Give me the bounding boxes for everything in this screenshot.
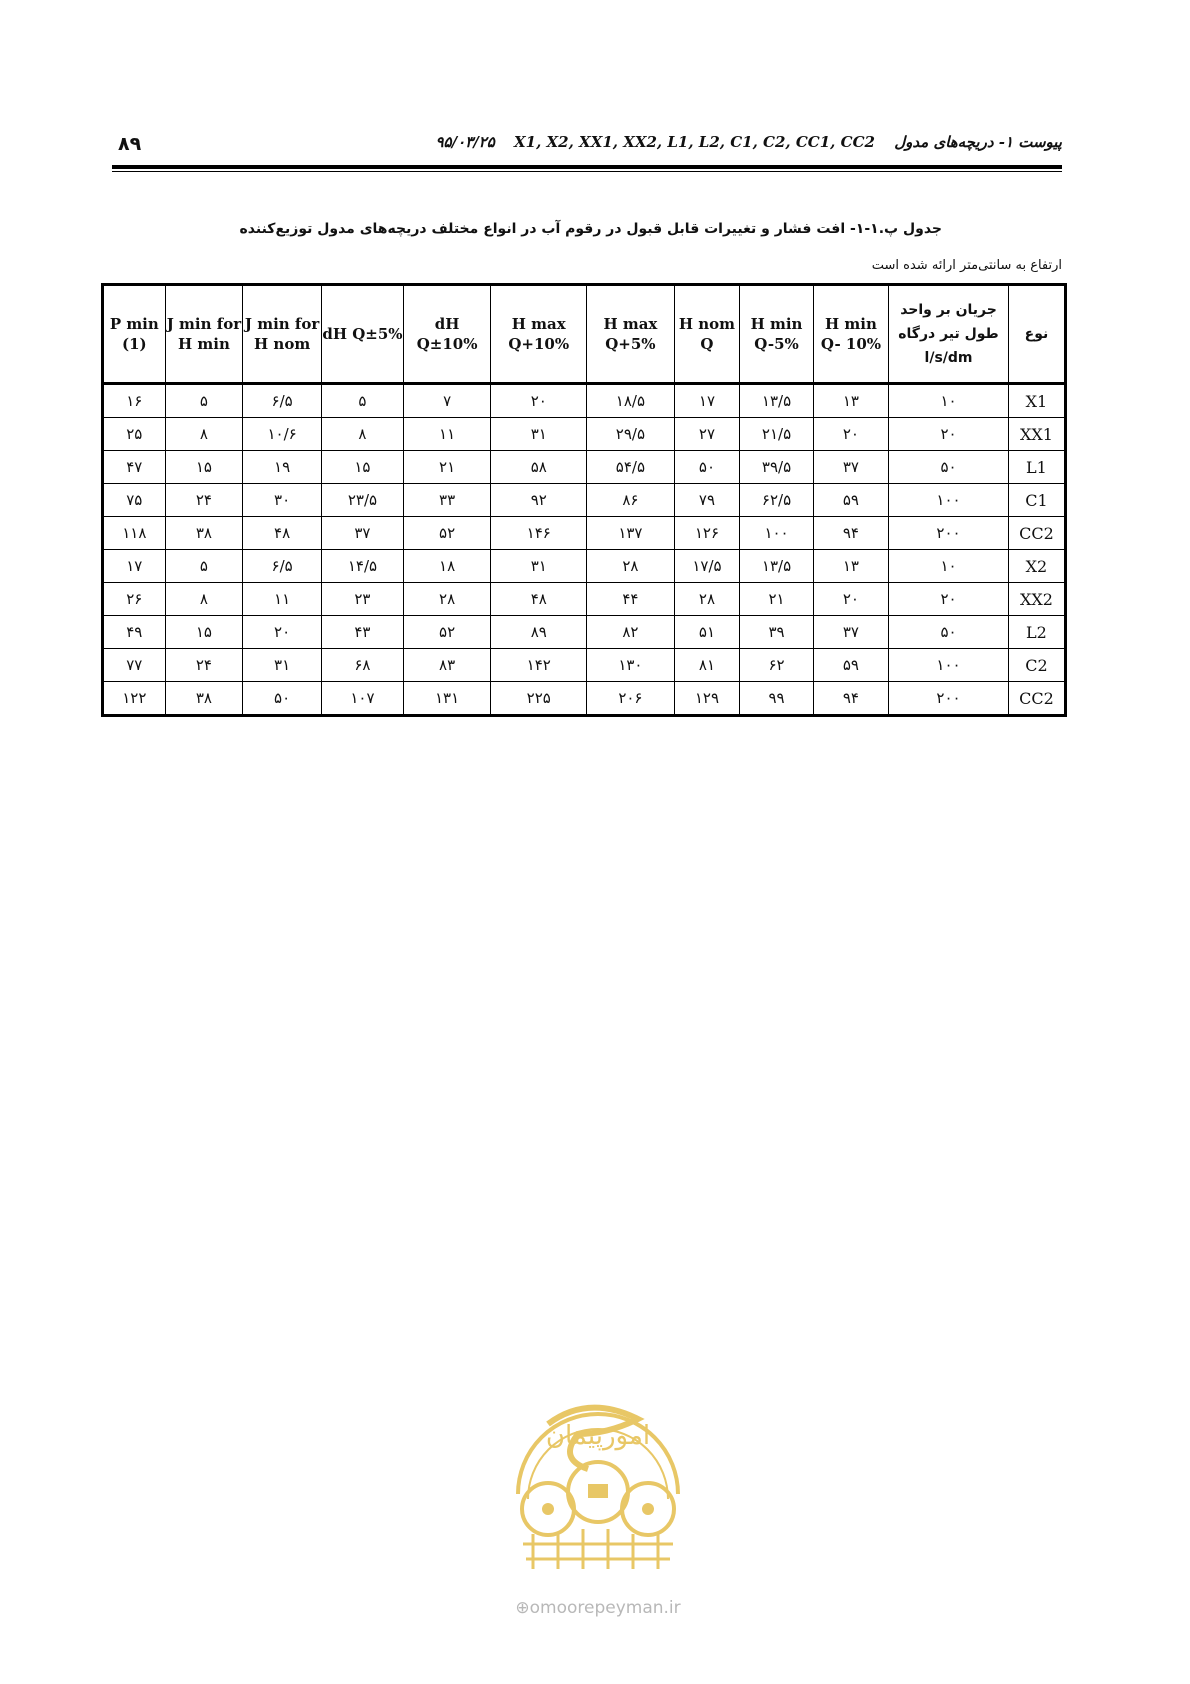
table-row <box>103 550 1066 583</box>
column-header: جریان بر واحد طول تیر درگاه l/s/dm <box>889 285 1009 384</box>
value-cell: ۱۱ <box>403 418 490 451</box>
value-cell: ۲۰ <box>889 418 1009 451</box>
type-cell: XX1 <box>1008 418 1065 451</box>
value-cell: ۲۱/۵ <box>740 418 813 451</box>
value-cell: ۲۸ <box>674 583 740 616</box>
value-cell: ۱۹ <box>243 451 322 484</box>
value-cell: ۳۳ <box>403 484 490 517</box>
value-cell: ۷۹ <box>674 484 740 517</box>
value-cell: ۳۸ <box>165 682 243 716</box>
value-cell: ۲۲۵ <box>491 682 587 716</box>
value-cell: ۱۳۷ <box>587 517 674 550</box>
table-row <box>103 517 1066 550</box>
column-header: H nom Q <box>674 285 740 384</box>
value-cell: ۸ <box>165 418 243 451</box>
value-cell: ۱۲۶ <box>674 517 740 550</box>
value-cell: ۲۰۰ <box>889 682 1009 716</box>
type-cell: X2 <box>1008 550 1065 583</box>
value-cell: ۱۰۰ <box>889 649 1009 682</box>
website-text: omoorepeyman.ir <box>529 1598 681 1618</box>
running-title-models: X1, X2, XX1, XX2, L1, L2, C1, C2, CC1, CC2 <box>514 133 875 151</box>
value-cell: ۱۳/۵ <box>740 384 813 418</box>
value-cell: ۱۴۲ <box>491 649 587 682</box>
value-cell: ۲۴ <box>165 649 243 682</box>
value-cell: ۸ <box>165 583 243 616</box>
value-cell: ۱۵ <box>321 451 403 484</box>
type-cell: X1 <box>1008 384 1065 418</box>
column-header: نوع <box>1008 285 1065 384</box>
website-watermark <box>498 1598 698 1618</box>
column-header: H min Q- 10% <box>813 285 888 384</box>
column-header: dH Q±5% <box>321 285 403 384</box>
table-header-row <box>103 285 1066 384</box>
value-cell: ۲۰۰ <box>889 517 1009 550</box>
page-number: ۸۹ <box>118 133 142 155</box>
pressure-loss-table <box>101 283 1067 717</box>
value-cell: ۵ <box>165 550 243 583</box>
value-cell: ۹۹ <box>740 682 813 716</box>
value-cell: ۱۳/۵ <box>740 550 813 583</box>
value-cell: ۳۱ <box>491 418 587 451</box>
value-cell: ۸ <box>321 418 403 451</box>
value-cell: ۱۵ <box>165 616 243 649</box>
value-cell: ۳۱ <box>243 649 322 682</box>
table-body <box>103 384 1066 716</box>
value-cell: ۱۶ <box>103 384 166 418</box>
value-cell: ۴۷ <box>103 451 166 484</box>
column-header: H max Q+10% <box>491 285 587 384</box>
running-title-text: پیوست ۱- دریچه‌های مدول <box>894 133 1062 151</box>
value-cell: ۲۵ <box>103 418 166 451</box>
value-cell: ۵۰ <box>889 616 1009 649</box>
value-cell: ۷۵ <box>103 484 166 517</box>
value-cell: ۴۴ <box>587 583 674 616</box>
value-cell: ۸۹ <box>491 616 587 649</box>
value-cell: ۳۸ <box>165 517 243 550</box>
type-cell: L1 <box>1008 451 1065 484</box>
value-cell: ۲۸ <box>587 550 674 583</box>
value-cell: ۲۱ <box>740 583 813 616</box>
omoorepeyman-logo <box>488 1374 708 1574</box>
value-cell: ۱۴۶ <box>491 517 587 550</box>
value-cell: ۱۰۷ <box>321 682 403 716</box>
value-cell: ۲۳ <box>321 583 403 616</box>
value-cell: ۳۰ <box>243 484 322 517</box>
value-cell: ۸۳ <box>403 649 490 682</box>
table-row <box>103 451 1066 484</box>
value-cell: ۱۰۰ <box>889 484 1009 517</box>
value-cell: ۱۰ <box>889 550 1009 583</box>
value-cell: ۱۱ <box>243 583 322 616</box>
value-cell: ۳۷ <box>813 616 888 649</box>
value-cell: ۳۱ <box>491 550 587 583</box>
running-title-date: ۹۵/۰۳/۲۵ <box>435 133 495 151</box>
value-cell: ۲۷ <box>674 418 740 451</box>
value-cell: ۲۰ <box>813 583 888 616</box>
value-cell: ۴۳ <box>321 616 403 649</box>
value-cell: ۴۹ <box>103 616 166 649</box>
header-rule-thin <box>112 171 1062 172</box>
table-row <box>103 649 1066 682</box>
value-cell: ۵۰ <box>243 682 322 716</box>
value-cell: ۱۲۹ <box>674 682 740 716</box>
value-cell: ۱۷ <box>674 384 740 418</box>
value-cell: ۱۳ <box>813 550 888 583</box>
value-cell: ۵۸ <box>491 451 587 484</box>
type-cell: CC2 <box>1008 682 1065 716</box>
value-cell: ۵۹ <box>813 649 888 682</box>
value-cell: ۲۸ <box>403 583 490 616</box>
value-cell: ۲۴ <box>165 484 243 517</box>
value-cell: ۱۳ <box>813 384 888 418</box>
table-row <box>103 616 1066 649</box>
type-cell: L2 <box>1008 616 1065 649</box>
value-cell: ۵۰ <box>889 451 1009 484</box>
column-header: P min (1) <box>103 285 166 384</box>
value-cell: ۹۴ <box>813 682 888 716</box>
table-row <box>103 682 1066 716</box>
value-cell: ۷۷ <box>103 649 166 682</box>
column-header: J min for H min <box>165 285 243 384</box>
value-cell: ۱۷/۵ <box>674 550 740 583</box>
value-cell: ۳۷ <box>813 451 888 484</box>
value-cell: ۳۹/۵ <box>740 451 813 484</box>
value-cell: ۵۰ <box>674 451 740 484</box>
column-header: H max Q+5% <box>587 285 674 384</box>
table-row <box>103 384 1066 418</box>
value-cell: ۸۲ <box>587 616 674 649</box>
value-cell: ۱۵ <box>165 451 243 484</box>
value-cell: ۱۲۲ <box>103 682 166 716</box>
value-cell: ۹۲ <box>491 484 587 517</box>
value-cell: ۱۰ <box>889 384 1009 418</box>
value-cell: ۸۱ <box>674 649 740 682</box>
header-rule-thick <box>112 165 1062 169</box>
column-header: H min Q-5% <box>740 285 813 384</box>
logo-text: امورپیمان <box>545 1421 651 1451</box>
value-cell: ۱۷ <box>103 550 166 583</box>
value-cell: ۶۸ <box>321 649 403 682</box>
value-cell: ۶۲ <box>740 649 813 682</box>
globe-icon: ⊕ <box>515 1598 530 1618</box>
value-cell: ۴۸ <box>243 517 322 550</box>
value-cell: ۱۰۰ <box>740 517 813 550</box>
value-cell: ۲۰۶ <box>587 682 674 716</box>
value-cell: ۵۲ <box>403 616 490 649</box>
type-cell: XX2 <box>1008 583 1065 616</box>
value-cell: ۲۳/۵ <box>321 484 403 517</box>
table-caption: جدول پ.۱-۱- افت فشار و تغییرات قابل قبول در رقوم آب در انواع مختلف دریچه‌های مدول توزیع‌کننده <box>239 221 942 237</box>
value-cell: ۱۸/۵ <box>587 384 674 418</box>
value-cell: ۳۹ <box>740 616 813 649</box>
value-cell: ۵۲ <box>403 517 490 550</box>
running-title <box>435 133 1062 151</box>
value-cell: ۶۲/۵ <box>740 484 813 517</box>
value-cell: ۵ <box>165 384 243 418</box>
value-cell: ۹۴ <box>813 517 888 550</box>
value-cell: ۱۱۸ <box>103 517 166 550</box>
value-cell: ۵۴/۵ <box>587 451 674 484</box>
value-cell: ۱۴/۵ <box>321 550 403 583</box>
value-cell: ۵۹ <box>813 484 888 517</box>
value-cell: ۲۹/۵ <box>587 418 674 451</box>
value-cell: ۱۳۰ <box>587 649 674 682</box>
value-cell: ۵۱ <box>674 616 740 649</box>
value-cell: ۱۳۱ <box>403 682 490 716</box>
value-cell: ۲۰ <box>243 616 322 649</box>
table-row <box>103 418 1066 451</box>
value-cell: ۲۶ <box>103 583 166 616</box>
value-cell: ۴۸ <box>491 583 587 616</box>
value-cell: ۳۷ <box>321 517 403 550</box>
table-row <box>103 484 1066 517</box>
column-header: dH Q±10% <box>403 285 490 384</box>
value-cell: ۲۰ <box>813 418 888 451</box>
value-cell: ۲۰ <box>491 384 587 418</box>
value-cell: ۱۰/۶ <box>243 418 322 451</box>
type-cell: C1 <box>1008 484 1065 517</box>
value-cell: ۶/۵ <box>243 384 322 418</box>
table-note: ارتفاع به سانتی‌متر ارائه شده است <box>871 258 1062 273</box>
type-cell: C2 <box>1008 649 1065 682</box>
value-cell: ۷ <box>403 384 490 418</box>
value-cell: ۸۶ <box>587 484 674 517</box>
value-cell: ۱۸ <box>403 550 490 583</box>
table-row <box>103 583 1066 616</box>
value-cell: ۲۰ <box>889 583 1009 616</box>
value-cell: ۲۱ <box>403 451 490 484</box>
column-header: J min for H nom <box>243 285 322 384</box>
value-cell: ۵ <box>321 384 403 418</box>
value-cell: ۶/۵ <box>243 550 322 583</box>
page-header <box>112 133 1062 157</box>
type-cell: CC2 <box>1008 517 1065 550</box>
